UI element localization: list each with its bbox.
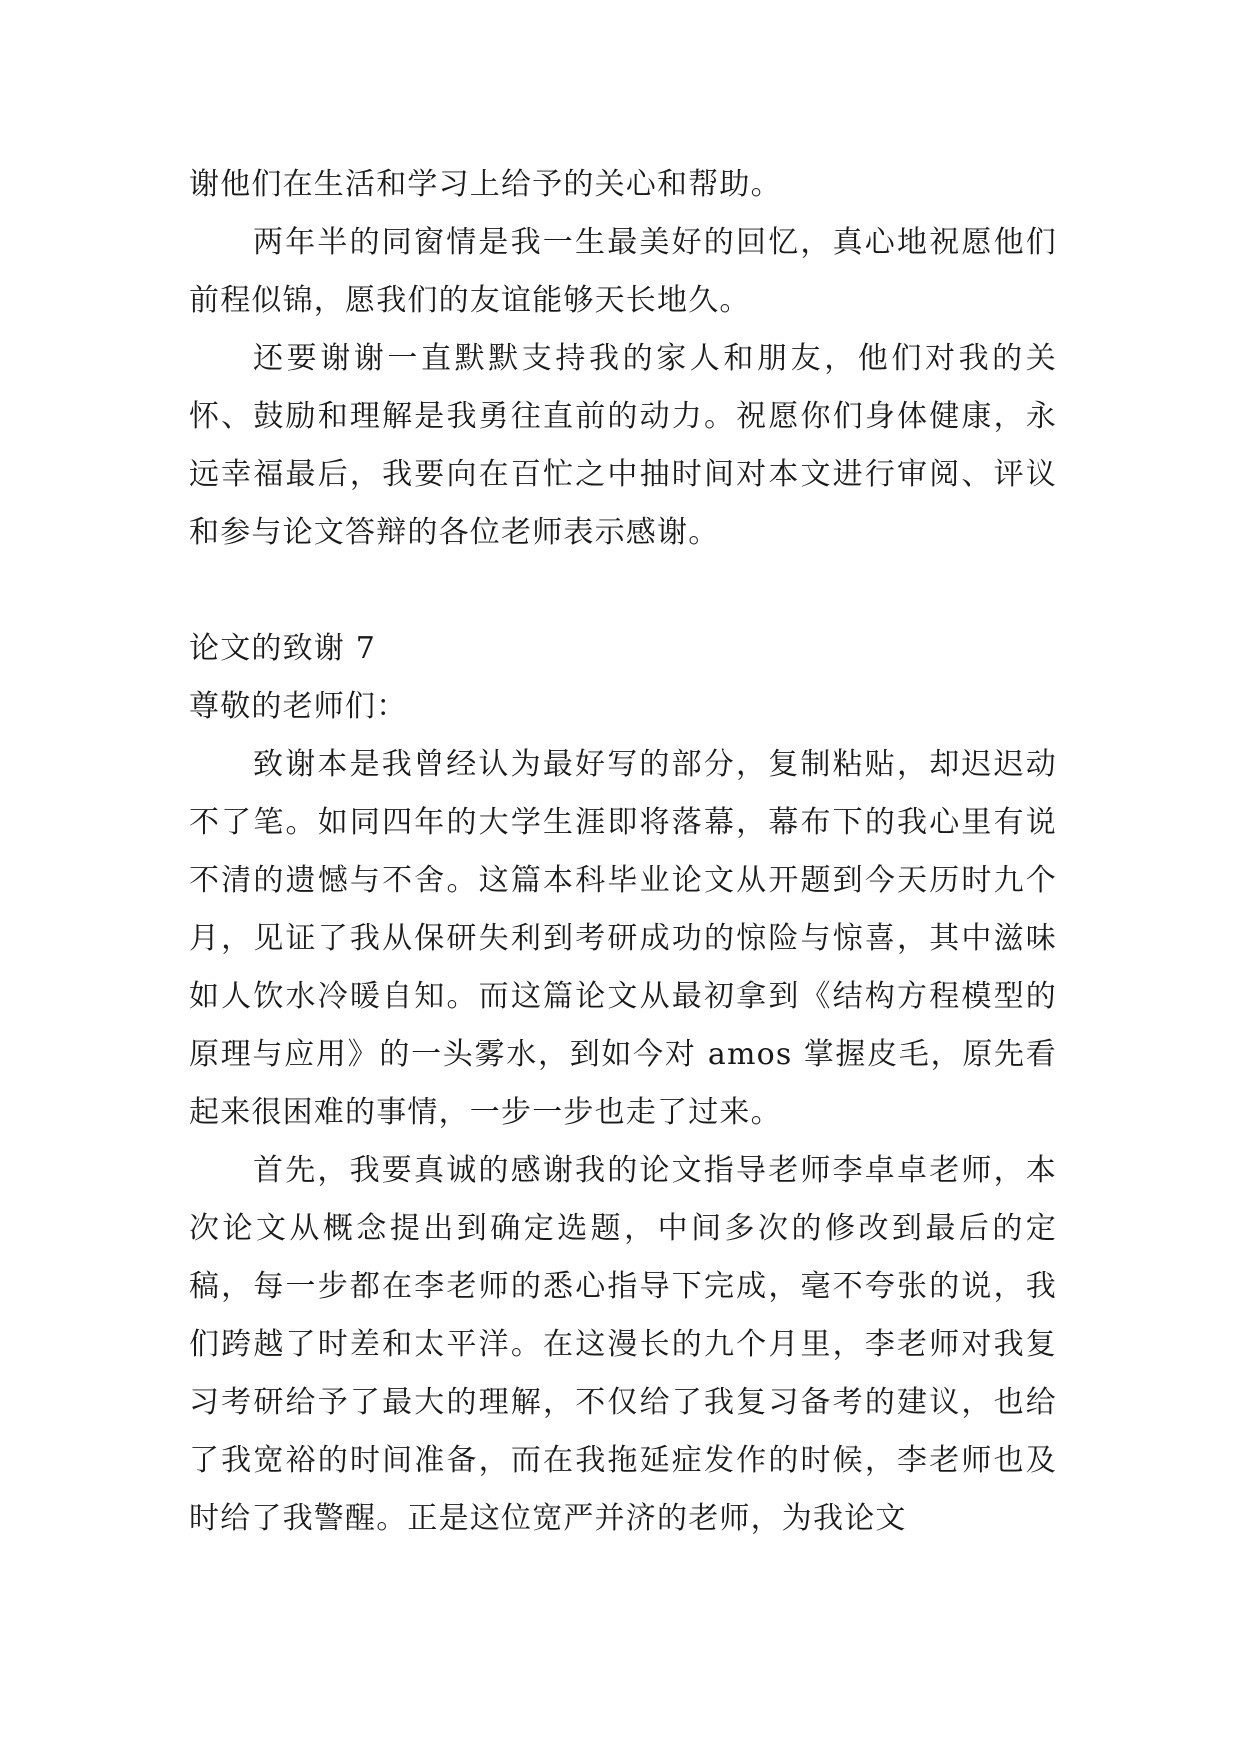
paragraph-advisor: 首先，我要真诚的感谢我的论文指导老师李卓卓老师，本次论文从概念提出到确定选题，中间多次的修改到最后的定稿，每一步都在李老师的悉心指导下完成，毫不夸张的说，我们跨越了时差和太平洋。在这漫长的九个月里，李老师对我复习考研给予了最大的理解，不仅给了我复习备考的建议，也给了我宽裕的时间准备，而在我拖延症发作的时候，李老师也及时给了我警醒。正是这位宽严并济的老师，为我论文 [189, 1153, 1057, 1536]
paragraph-classmates: 两年半的同窗情是我一生最美好的回忆，真心地祝愿他们前程似锦，愿我们的友谊能够天长地久。 [189, 225, 1057, 318]
section-title: 论文的致谢 7 [189, 631, 377, 666]
paragraph-intro: 致谢本是我曾经认为最好写的部分，复制粘贴，却迟迟动不了笔。如同四年的大学生涯即将落幕，幕布下的我心里有说不清的遗憾与不舍。这篇本科毕业论文从开题到今天历时九个月，见证了我从保研失利到考研成功的惊险与惊喜，其中滋味如人饮水冷暖自知。而这篇论文从最初拿到《结构方程模型的原理与应用》的一头雾水，到如今对 amos 掌握皮毛，原先看起来很困难的事情，一步一步也走了过来。 [189, 747, 1057, 1130]
paragraph-family: 还要谢谢一直默默支持我的家人和朋友，他们对我的关怀、鼓励和理解是我勇往直前的动力。祝愿你们身体健康，永远幸福最后，我要向在百忙之中抽时间对本文进行审阅、评议和参与论文答辩的各位老师表示感谢。 [189, 341, 1057, 550]
salutation: 尊敬的老师们： [189, 689, 408, 724]
paragraph-continuation: 谢他们在生活和学习上给予的关心和帮助。 [189, 167, 782, 202]
document-body [189, 156, 1057, 1548]
section-spacer [189, 562, 1057, 620]
